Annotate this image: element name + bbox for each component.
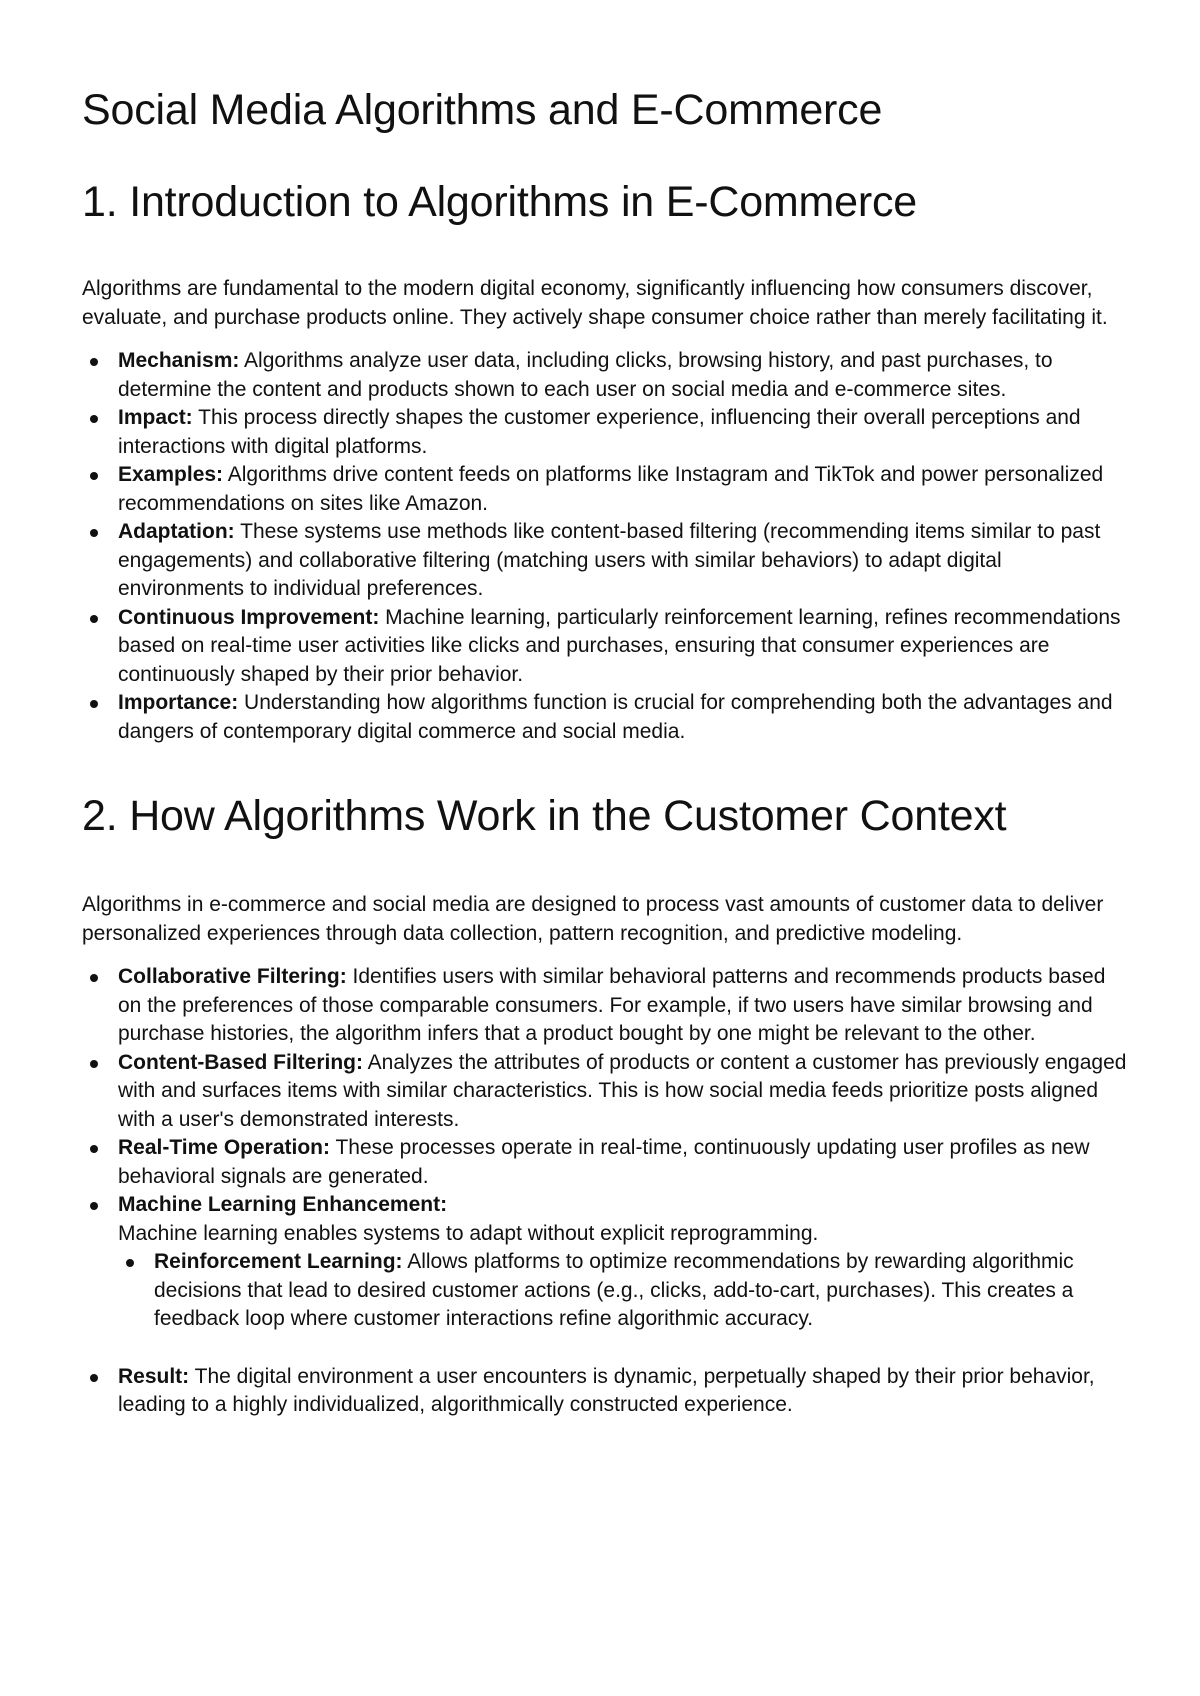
bullet-item-impact <box>82 404 1132 461</box>
bullet-label: Machine Learning Enhancement: <box>118 1193 448 1216</box>
bullet-label: Result: <box>118 1364 190 1388</box>
bullet-item-content-based-filtering <box>82 1049 1132 1135</box>
bullet-item-result <box>82 1363 1132 1420</box>
sub-bullet-item-reinforcement-learning <box>118 1248 1132 1334</box>
bullet-label: Collaborative Filtering: <box>118 965 347 988</box>
bullet-item-adaptation <box>82 518 1132 604</box>
bullet-text: Machine learning, particularly reinforcement learning, refines recommendations based on real-time user activities like clicks and purchases, ensuring that consumer experiences are continuously shaped by their prior behavior. <box>118 605 1121 686</box>
document-title: Social Media Algorithms and E-Commerce <box>82 86 883 134</box>
bullet-label: Adaptation: <box>118 520 235 543</box>
bullet-item-collaborative-filtering <box>82 963 1132 1049</box>
bullet-text: This process directly shapes the customer experience, influencing their overall perceptions and interactions with digital platforms. <box>118 406 1081 458</box>
bullet-item-importance <box>82 689 1132 746</box>
bullet-text: Machine learning enables systems to adapt without explicit reprogramming. <box>118 1221 819 1245</box>
sub-bullet-list <box>118 1248 1132 1334</box>
bullet-label: Impact: <box>118 406 193 429</box>
bullet-item-machine-learning-enhancement <box>82 1191 1132 1334</box>
section-intro-paragraph: Algorithms are fundamental to the modern digital economy, significantly influencing how consumers discover, evaluate, and purchase products online. They actively shape consumer choice rather than merely facilitating it. <box>82 277 1108 329</box>
document-page <box>82 0 1132 1420</box>
bullet-label: Content-Based Filtering: <box>118 1050 363 1074</box>
bullet-text: Allows platforms to optimize recommendations by rewarding algorithmic decisions that lead to desired customer actions (e.g., clicks, add-to-cart, purchases). This creates a feedback loop where customer interactions refine algorithmic accuracy. <box>154 1250 1074 1330</box>
bullet-label: Real-Time Operation: <box>118 1136 330 1159</box>
bullet-text: Identifies users with similar behavioral patterns and recommends products based on the preferences of those comparable consumers. For example, if two users have similar browsing and purchase histories, the algorithm infers that a product bought by one might be relevant to the other. <box>118 965 1106 1045</box>
bullet-list-how-algorithms-work <box>82 963 1132 1420</box>
bullet-text: Algorithms analyze user data, including clicks, browsing history, and past purchases, to determine the content and products shown to each user on social media and e-commerce sites. <box>118 349 1053 401</box>
bullet-text: Analyzes the attributes of products or content a customer has previously engaged with and surfaces items with similar characteristics. This is how social media feeds prioritize posts aligned with a user's demonstrated interests. <box>118 1050 1127 1131</box>
bullet-label: Importance: <box>118 691 239 714</box>
bullet-label: Continuous Improvement: <box>118 605 380 629</box>
bullet-item-continuous-improvement <box>82 604 1132 690</box>
bullet-item-examples <box>82 461 1132 518</box>
bullet-label: Examples: <box>118 463 224 486</box>
section-intro-paragraph: Algorithms in e-commerce and social media are designed to process vast amounts of customer data to deliver personalized experiences through data collection, pattern recognition, and predictive modeling. <box>82 893 1104 945</box>
bullet-list-introduction <box>82 347 1132 746</box>
bullet-item-real-time-operation <box>82 1134 1132 1191</box>
bullet-text: The digital environment a user encounters is dynamic, perpetually shaped by their prior behavior, leading to a highly individualized, algorithmically constructed experience. <box>118 1364 1095 1416</box>
bullet-label: Reinforcement Learning: <box>154 1250 403 1273</box>
bullet-text: These processes operate in real-time, continuously updating user profiles as new behavioral signals are generated. <box>118 1136 1090 1188</box>
bullet-item-mechanism <box>82 347 1132 404</box>
section-heading-how-algorithms-work: 2. How Algorithms Work in the Customer Context <box>82 792 1007 840</box>
bullet-text: These systems use methods like content-based filtering (recommending items similar to past engagements) and collaborative filtering (matching users with similar behaviors) to adapt digital environments to individual preferences. <box>118 520 1101 600</box>
bullet-text: Understanding how algorithms function is crucial for comprehending both the advantages and dangers of contemporary digital commerce and social media. <box>118 691 1113 743</box>
bullet-label: Mechanism: <box>118 349 240 372</box>
bullet-text: Algorithms drive content feeds on platforms like Instagram and TikTok and power personalized recommendations on sites like Amazon. <box>118 463 1104 515</box>
section-heading-introduction: 1. Introduction to Algorithms in E-Commerce <box>82 178 918 226</box>
